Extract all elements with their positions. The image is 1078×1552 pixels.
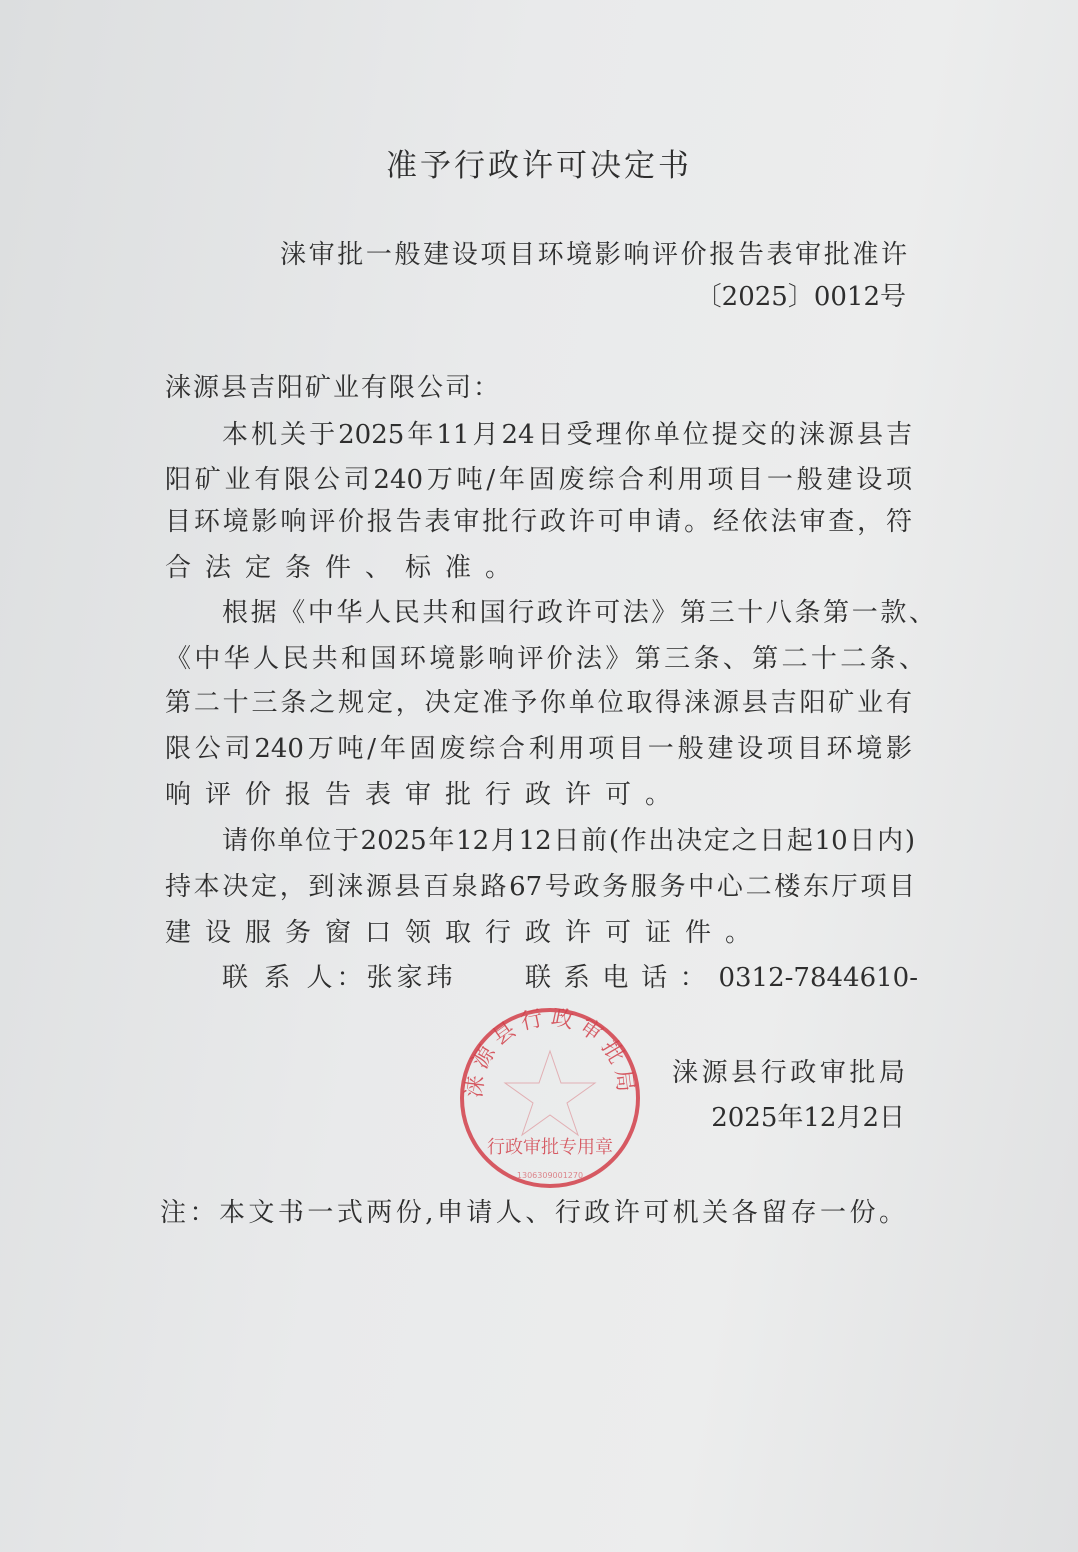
body-line: 响评价报告表审批行政许可。 (165, 780, 686, 810)
body-line: 《中华人民共和国环境影响评价法》第三条、第二十二条、 (165, 644, 925, 674)
seal-serial: 1306309001270 (516, 1171, 584, 1180)
body-line: 建设服务窗口领取行政许可证件。 (165, 918, 766, 948)
addressee: 涞源县吉阳矿业有限公司： (165, 373, 502, 403)
official-seal (455, 1003, 645, 1193)
body-line: 合法定条件、标准。 (165, 553, 526, 583)
issue-date: 2025年12月2日 (711, 1103, 905, 1133)
contact-phone: 联系电话：0312-7844610- (525, 963, 918, 993)
issuer-name: 涞源县行政审批局 (672, 1058, 905, 1088)
body-line: 限公司240万吨/年固废综合利用项目一般建设项目环境影 (165, 734, 912, 764)
body-line: 目环境影响评价报告表审批行政许可申请。经依法审查，符 (165, 507, 912, 537)
body-line: 请你单位于2025年12月12日前(作出决定之日起10日内) (222, 826, 915, 856)
doc-number-line1: 涞审批一般建设项目环境影响评价报告表审批准许 (280, 240, 907, 270)
body-line: 阳矿业有限公司240万吨/年固废综合利用项目一般建设项 (165, 465, 912, 495)
contact-person: 联 系 人：张家玮 (222, 963, 457, 993)
document-title: 准予行政许可决定书 (386, 148, 692, 184)
seal-ring-text: 涞源县行政审批局 (461, 1004, 639, 1100)
doc-number-line2: 〔2025〕0012号 (695, 282, 906, 312)
footnote: 注：本文书一式两份,申请人、行政许可机关各留存一份。 (160, 1198, 905, 1228)
body-line: 本机关于2025年11月24日受理你单位提交的涞源县吉 (222, 420, 912, 450)
body-line: 持本决定，到涞源县百泉路67号政务服务中心二楼东厅项目 (165, 872, 915, 902)
body-line: 第二十三条之规定，决定准予你单位取得涞源县吉阳矿业有 (165, 688, 912, 718)
body-line: 根据《中华人民共和国行政许可法》第三十八条第一款、 (222, 598, 935, 628)
seal-center-text: 行政审批专用章 (487, 1137, 613, 1158)
